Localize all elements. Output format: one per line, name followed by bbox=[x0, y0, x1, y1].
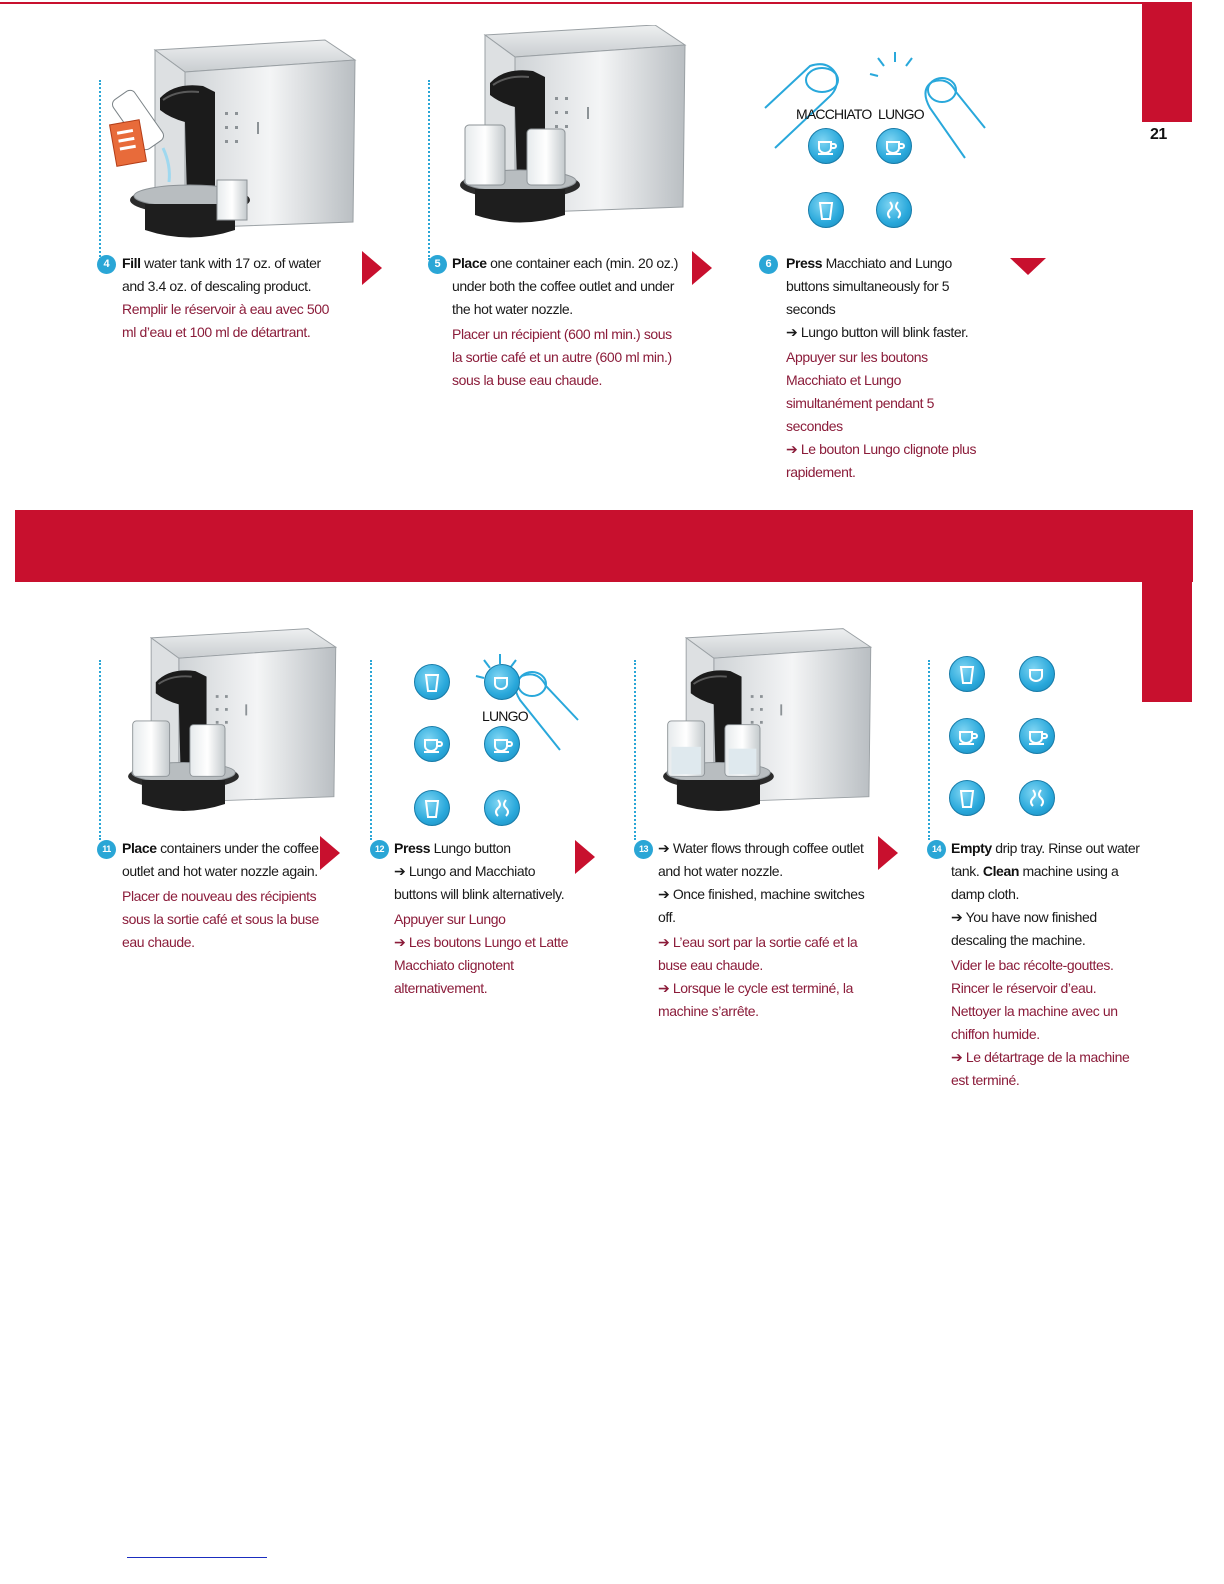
step-14-english bbox=[951, 837, 1143, 906]
next-arrow-icon bbox=[575, 840, 595, 874]
step-12-instruction: Lungo button bbox=[430, 840, 511, 856]
lungo-button bbox=[1019, 656, 1055, 692]
step-12-guide-line bbox=[370, 660, 372, 840]
coffee-machine-illustration bbox=[105, 30, 365, 255]
cup-icon bbox=[1020, 657, 1054, 691]
step-13-french-2: ➔ Lorsque le cycle est terminé, la machine s’arrête. bbox=[658, 980, 853, 1019]
step-14-text bbox=[951, 837, 1143, 1092]
latte-glass-icon bbox=[950, 781, 984, 815]
step-11-badge: 11 bbox=[97, 840, 116, 859]
side-tab-bottom bbox=[1142, 582, 1192, 702]
step-13-text bbox=[658, 837, 868, 1023]
step-13-badge: 13 bbox=[634, 840, 653, 859]
step-14-badge: 14 bbox=[927, 840, 946, 859]
latte-glass-icon bbox=[415, 665, 449, 699]
lungo-label: LUNGO bbox=[878, 106, 924, 122]
step-5-badge: 5 bbox=[428, 255, 447, 274]
step-4-guide-line bbox=[99, 80, 101, 260]
cup-icon bbox=[485, 665, 519, 699]
top-red-rule bbox=[0, 2, 1142, 4]
lungo-button bbox=[484, 664, 520, 700]
hot-water-button bbox=[484, 790, 520, 826]
step-4-instruction: water tank with 17 oz. of water and 3.4 oz. of descaling product. bbox=[122, 255, 321, 294]
step-6-french-result: ➔ Le bouton Lungo clignote plus rapidement. bbox=[786, 441, 977, 480]
cappuccino-button bbox=[949, 718, 985, 754]
step-14-verb: Empty bbox=[951, 840, 992, 856]
step-11-french: Placer de nouveau des récipients sous la sortie café et sous la buse eau chaude. bbox=[122, 888, 319, 950]
step-13-english-2: ➔ Once finished, machine switches off. bbox=[658, 886, 865, 925]
step-6-english-result: ➔ Lungo button will blink faster. bbox=[786, 324, 969, 340]
hot-water-button bbox=[1019, 780, 1055, 816]
button-panel-illustration bbox=[760, 48, 990, 248]
coffee-machine-illustration bbox=[435, 25, 695, 250]
step-12-french: Appuyer sur Lungo bbox=[394, 911, 506, 927]
step-14-instruction: drip tray. Rinse out water tank. bbox=[951, 840, 1140, 879]
hot-water-icon bbox=[1020, 781, 1054, 815]
step-6-text bbox=[786, 252, 986, 484]
step-4-text bbox=[122, 252, 332, 344]
step-5-english bbox=[452, 252, 684, 321]
cup-icon bbox=[1020, 719, 1054, 753]
step-5-verb: Place bbox=[452, 255, 487, 271]
step-6-verb: Press bbox=[786, 255, 823, 271]
step-13-guide-line bbox=[634, 660, 636, 840]
latte-button bbox=[949, 656, 985, 692]
step-14-french-result: ➔ Le détartrage de la machine est terminé. bbox=[951, 1049, 1130, 1088]
coffee-machine-illustration bbox=[105, 625, 345, 840]
step-12-french-result: ➔ Les boutons Lungo et Latte Macchiato clignotent alternativement. bbox=[394, 934, 569, 996]
latte-glass-button bbox=[949, 780, 985, 816]
cappuccino-icon bbox=[415, 727, 449, 761]
step-6-english bbox=[786, 252, 986, 321]
step-13-english-1: ➔ Water flows through coffee outlet and hot water nozzle. bbox=[658, 840, 864, 879]
step-5-french: Placer un récipient (600 ml min.) sous la sortie café et un autre (600 ml min.) sous la buse eau chaude. bbox=[452, 326, 672, 388]
step-12-english-result: ➔ Lungo and Macchiato buttons will blink alternatively. bbox=[394, 863, 565, 902]
step-13-french-1: ➔ L’eau sort par la sortie café et la buse eau chaude. bbox=[658, 934, 858, 973]
side-tab-top bbox=[1142, 2, 1192, 122]
cappuccino-button bbox=[414, 726, 450, 762]
step-11-english bbox=[122, 837, 322, 883]
step-5-text bbox=[452, 252, 684, 392]
section-red-band bbox=[15, 510, 1193, 582]
step-6-badge: 6 bbox=[759, 255, 778, 274]
step-14-french: Vider le bac récolte-gouttes. Rincer le réservoir d’eau. Nettoyer la machine avec un chiffon humide. bbox=[951, 957, 1118, 1042]
step-12-text bbox=[394, 837, 569, 1000]
step-14-guide-line bbox=[928, 660, 930, 840]
step-11-instruction: containers under the coffee outlet and hot water nozzle again. bbox=[122, 840, 319, 879]
step-14-english-result: ➔ You have now finished descaling the machine. bbox=[951, 909, 1097, 948]
coffee-machine-illustration bbox=[640, 625, 880, 840]
page-number: 21 bbox=[1150, 126, 1167, 143]
step-5-guide-line bbox=[428, 80, 430, 260]
latte-glass-icon bbox=[465, 125, 505, 185]
hot-water-icon bbox=[877, 193, 911, 227]
step-12-verb: Press bbox=[394, 840, 431, 856]
button-panel-illustration bbox=[400, 650, 580, 830]
macchiato-button bbox=[484, 726, 520, 762]
macchiato-label: MACCHIATO bbox=[796, 106, 872, 122]
step-4-english bbox=[122, 252, 332, 298]
step-11-text bbox=[122, 837, 322, 954]
bottom-link-underline bbox=[127, 1557, 267, 1558]
latte-button bbox=[808, 192, 844, 228]
step-12-badge: 12 bbox=[370, 840, 389, 859]
finger-press-icon bbox=[460, 650, 580, 760]
cappuccino-icon bbox=[950, 719, 984, 753]
macchiato-button bbox=[808, 128, 844, 164]
latte-glass-icon bbox=[809, 193, 843, 227]
step-14-verb-2: Clean bbox=[982, 863, 1019, 879]
finger-press-icon bbox=[760, 48, 990, 168]
hot-water-icon bbox=[485, 791, 519, 825]
latte-glass-button bbox=[414, 790, 450, 826]
step-6-french: Appuyer sur les boutons Macchiato et Lungo simultanément pendant 5 secondes bbox=[786, 349, 935, 434]
next-arrow-icon bbox=[878, 836, 898, 870]
step-12-english bbox=[394, 837, 569, 860]
step-4-badge: 4 bbox=[97, 255, 116, 274]
button-panel-illustration bbox=[945, 652, 1075, 827]
step-6-instruction: Macchiato and Lungo buttons simultaneously for 5 seconds bbox=[786, 255, 952, 317]
latte-glass-icon bbox=[950, 657, 984, 691]
step-14-instruction-2: machine using a damp cloth. bbox=[951, 863, 1119, 902]
lungo-label: LUNGO bbox=[482, 708, 528, 724]
step-4-french: Remplir le réservoir à eau avec 500 ml d’eau et 100 ml de détartrant. bbox=[122, 301, 329, 340]
lungo-button bbox=[876, 128, 912, 164]
step-4-verb: Fill bbox=[122, 255, 141, 271]
macchiato-button bbox=[1019, 718, 1055, 754]
cup-icon bbox=[485, 727, 519, 761]
cup-icon bbox=[877, 129, 911, 163]
step-11-guide-line bbox=[99, 660, 101, 840]
next-arrow-icon bbox=[320, 836, 340, 870]
hot-water-button bbox=[876, 192, 912, 228]
step-5-instruction: one container each (min. 20 oz.) under both the coffee outlet and under the hot water nozzle. bbox=[452, 255, 679, 317]
step-11-verb: Place bbox=[122, 840, 157, 856]
latte-button bbox=[414, 664, 450, 700]
next-arrow-icon bbox=[692, 251, 712, 285]
cappuccino-icon bbox=[809, 129, 843, 163]
next-arrow-icon bbox=[362, 251, 382, 285]
down-arrow-icon bbox=[1010, 258, 1046, 275]
latte-glass-icon bbox=[415, 791, 449, 825]
